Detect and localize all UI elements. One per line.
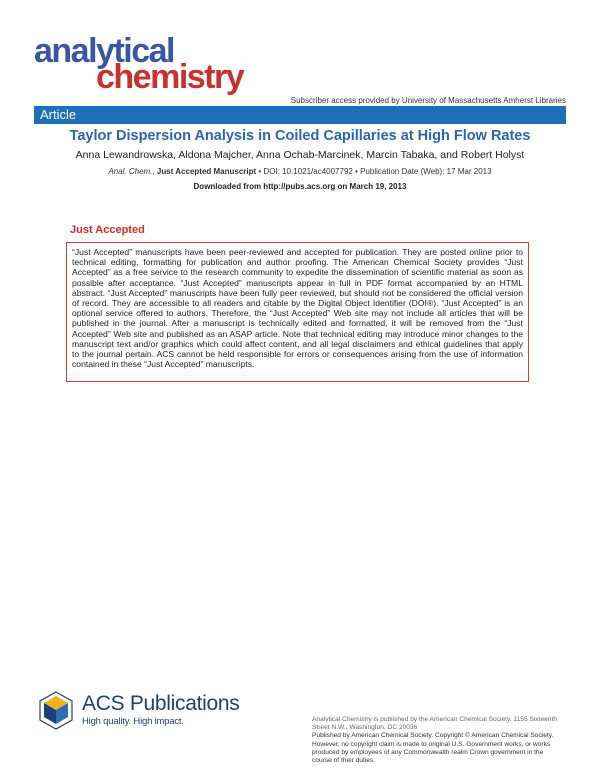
- journal-abbrev: Anal. Chem.: [108, 167, 153, 176]
- publisher-note: Analytical Chemistry is published by the American Chemical Society. 1155 Sixteenth Street N.W., Washington, DC 20036: [312, 716, 557, 732]
- article-title[interactable]: Taylor Dispersion Analysis in Coiled Capillaries at High Flow Rates: [69, 128, 531, 144]
- just-accepted-box: [66, 242, 529, 382]
- acs-brand-name: ACS Publications: [82, 692, 240, 715]
- just-accepted-heading: Just Accepted: [70, 224, 145, 236]
- author-list: Anna Lewandrowska, Aldona Majcher, Anna Ochab-Marcinek, Marcin Tabaka, and Robert Holyst: [75, 149, 525, 161]
- copyright-note: Published by American Chemical Society. Copyright © American Chemical Society. However, no copyright claim is made to original U.S. Government works, or works produced by employees of any Commonwealth realm Crown government in the course of their duties.: [312, 732, 554, 765]
- journal-logo: [34, 34, 284, 94]
- subscriber-access-note: Subscriber access provided by University of Massachusetts Amherst Libraries: [290, 96, 566, 105]
- manuscript-status: Just Accepted Manuscript: [156, 167, 257, 176]
- just-accepted-text: “Just Accepted” manuscripts have been peer-reviewed and accepted for publication. They are posted online prior to technical editing, formatting for publication and author proofing. The American Chemical Society provides “Just Accepted” as a free service to the research community to expedite the dissemination of scientific material as soon as possible after acceptance. “Just Accepted” manuscripts appear in full in PDF format accompanied by an HTML abstract. “Just Accepted” manuscripts have been fully peer reviewed, but should not be considered the official version of record. They are accessible to all readers and citable by the Digital Object Identifier (DOI®). “Just Accepted” is an optional service offered to authors. Therefore, the “Just Accepted” Web site may not include all articles that will be published in the journal. After a manuscript is technically edited and formatted, it will be removed from the “Just Accepted” Web site and published as an ASAP article. Note that technical editing may introduce minor changes to the manuscript text and/or graphics which could affect content, and all legal disclaimers and ethical guidelines that apply to the journal pertain. ACS cannot be held responsible for errors or consequences arising from the use of information contained in these “Just Accepted” manuscripts.: [72, 247, 523, 370]
- logo-chemistry: chemistry: [96, 58, 244, 96]
- acs-hexagon-icon: [34, 690, 78, 732]
- acs-tagline: High quality. High impact.: [82, 716, 184, 727]
- footer-notes: [312, 716, 564, 765]
- download-note: Downloaded from http://pubs.acs.org on March 19, 2013: [193, 182, 407, 191]
- acs-publications-logo[interactable]: [34, 690, 254, 732]
- section-bar: Article: [34, 106, 566, 124]
- doi-and-date[interactable]: • DOI: 10.1021/ac4007792 • Publication Date (Web): 17 Mar 2013: [256, 167, 492, 176]
- logo-analytical: analytical: [34, 32, 174, 70]
- citation-line: Anal. Chem., Just Accepted Manuscript • DOI: 10.1021/ac4007792 • Publication Date (Web): 17 Mar 2013: [108, 167, 492, 176]
